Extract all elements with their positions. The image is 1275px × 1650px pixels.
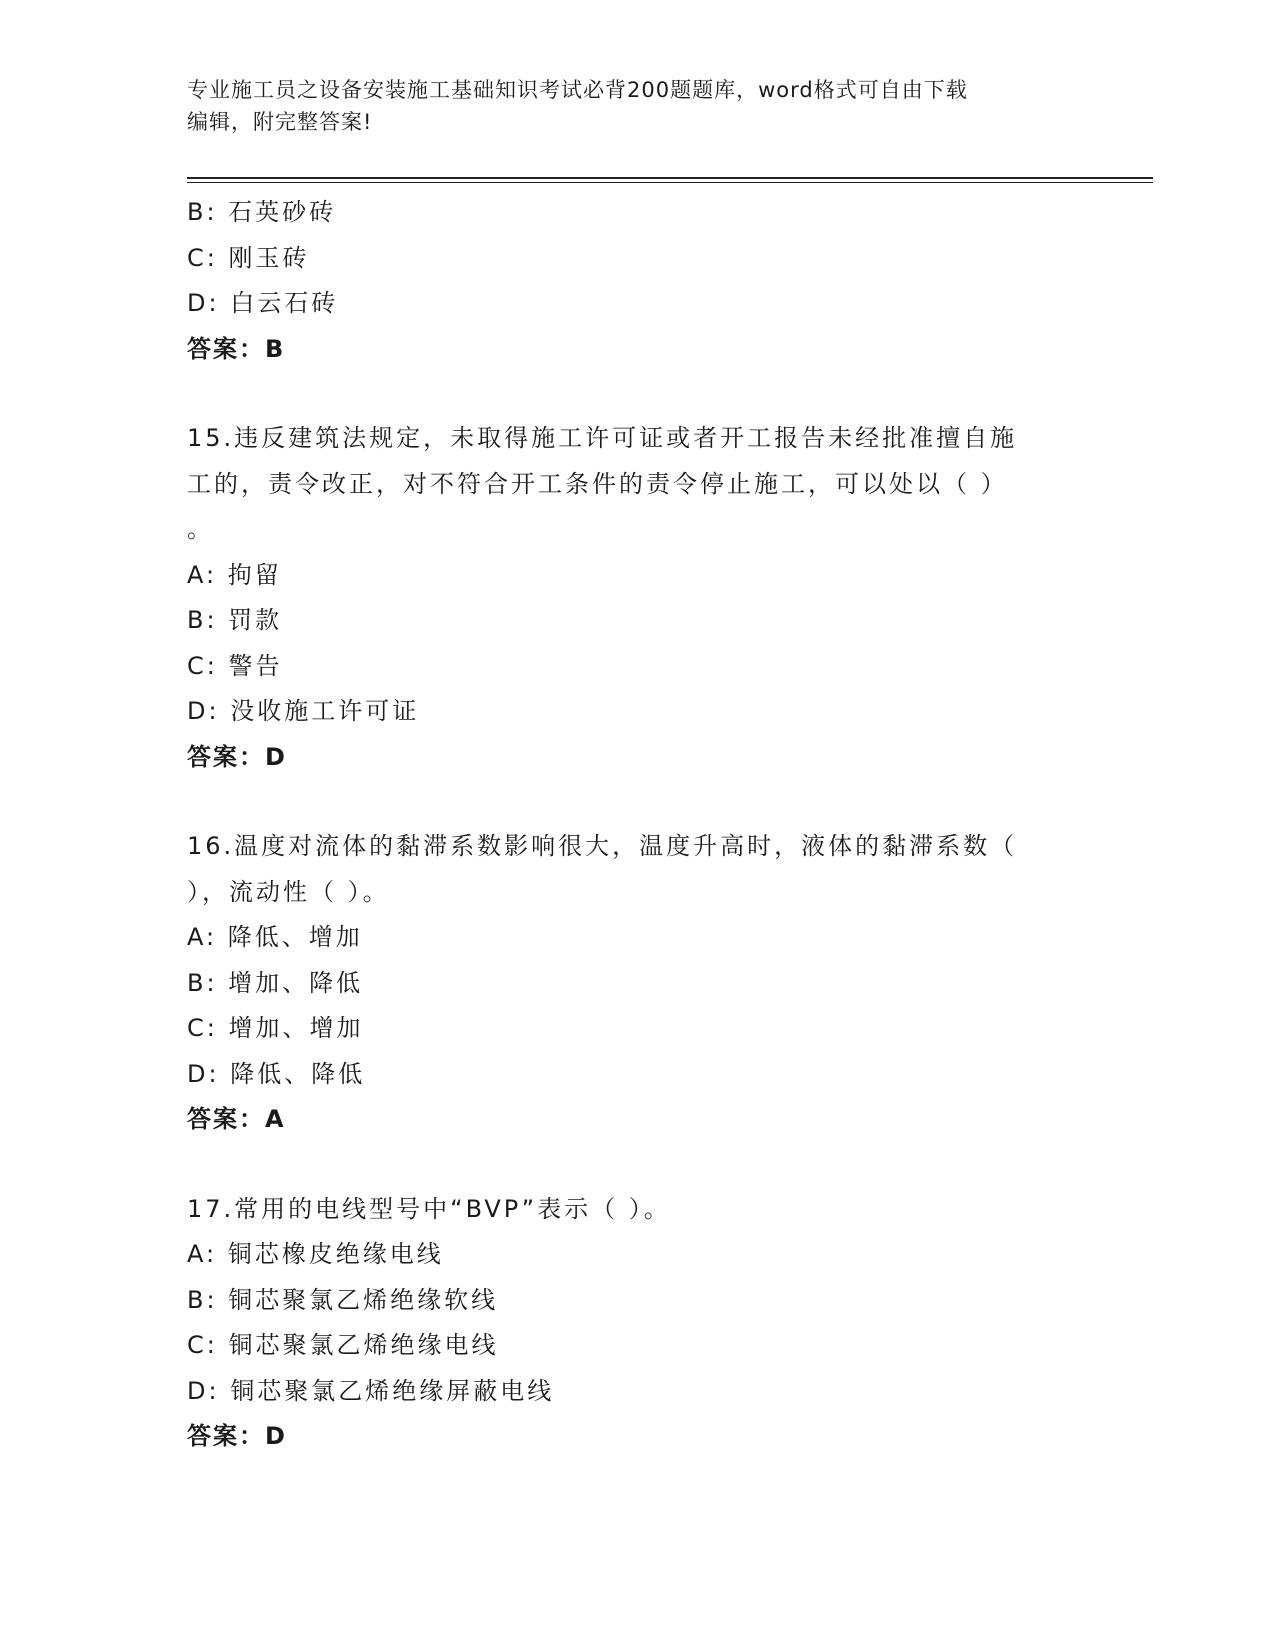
- option-c: C: 警告: [187, 651, 283, 680]
- question-17: [187, 1187, 1067, 1460]
- option-b: B: 石英砂砖: [187, 198, 337, 226]
- option-d: D: 铜芯聚氯乙烯绝缘屏蔽电线: [187, 1376, 555, 1405]
- answer-line: 答案：B: [187, 334, 286, 363]
- question-stem-line-2: ），流动性（ ）。: [187, 877, 390, 906]
- header-title-line-2: 编辑，附完整答案!: [187, 110, 373, 134]
- question-16: [187, 824, 1067, 1143]
- document-header: [187, 74, 1067, 138]
- option-a: A: 降低、增加: [187, 923, 363, 951]
- option-d: D: 没收施工许可证: [187, 697, 420, 725]
- header-divider-thick: [187, 177, 1153, 179]
- question-stem-line-1: 17.常用的电线型号中“BVP”表示（ ）。: [187, 1194, 671, 1223]
- option-a: A: 拘留: [187, 560, 282, 589]
- answer-line: 答案：A: [187, 1105, 286, 1133]
- question-spacer: [187, 1143, 1067, 1187]
- option-c: C: 铜芯聚氯乙烯绝缘电线: [187, 1331, 499, 1359]
- question-14-fragment: [187, 190, 1067, 372]
- option-d: D: 降低、降低: [187, 1059, 366, 1088]
- option-b: B: 铜芯聚氯乙烯绝缘软线: [187, 1285, 499, 1314]
- option-b: B: 罚款: [187, 606, 283, 634]
- option-b: B: 增加、降低: [187, 968, 364, 997]
- question-spacer: [187, 780, 1067, 824]
- question-stem-line-2: 工的，责令改正，对不符合开工条件的责令停止施工，可以处以（ ）: [187, 469, 1008, 498]
- answer-line: 答案：D: [187, 1422, 287, 1450]
- question-spacer: [187, 372, 1067, 416]
- answer-line: 答案：D: [187, 742, 287, 771]
- option-c: C: 刚玉砖: [187, 243, 310, 272]
- question-stem-line-1: 16.温度对流体的黏滞系数影响很大，温度升高时，液体的黏滞系数（: [187, 832, 1018, 860]
- header-divider-thin: [187, 182, 1153, 183]
- question-stem-line-3: 。: [187, 515, 214, 543]
- option-d: D: 白云石砖: [187, 289, 339, 317]
- question-list: [187, 190, 1067, 1460]
- header-title-line-1: 专业施工员之设备安装施工基础知识考试必背200题题库，word格式可自由下载: [187, 78, 968, 102]
- option-a: A: 铜芯橡皮绝缘电线: [187, 1240, 444, 1268]
- option-c: C: 增加、增加: [187, 1014, 364, 1042]
- question-stem-line-1: 15.违反建筑法规定，未取得施工许可证或者开工报告未经批准擅自施: [187, 424, 1018, 452]
- question-15: [187, 416, 1067, 780]
